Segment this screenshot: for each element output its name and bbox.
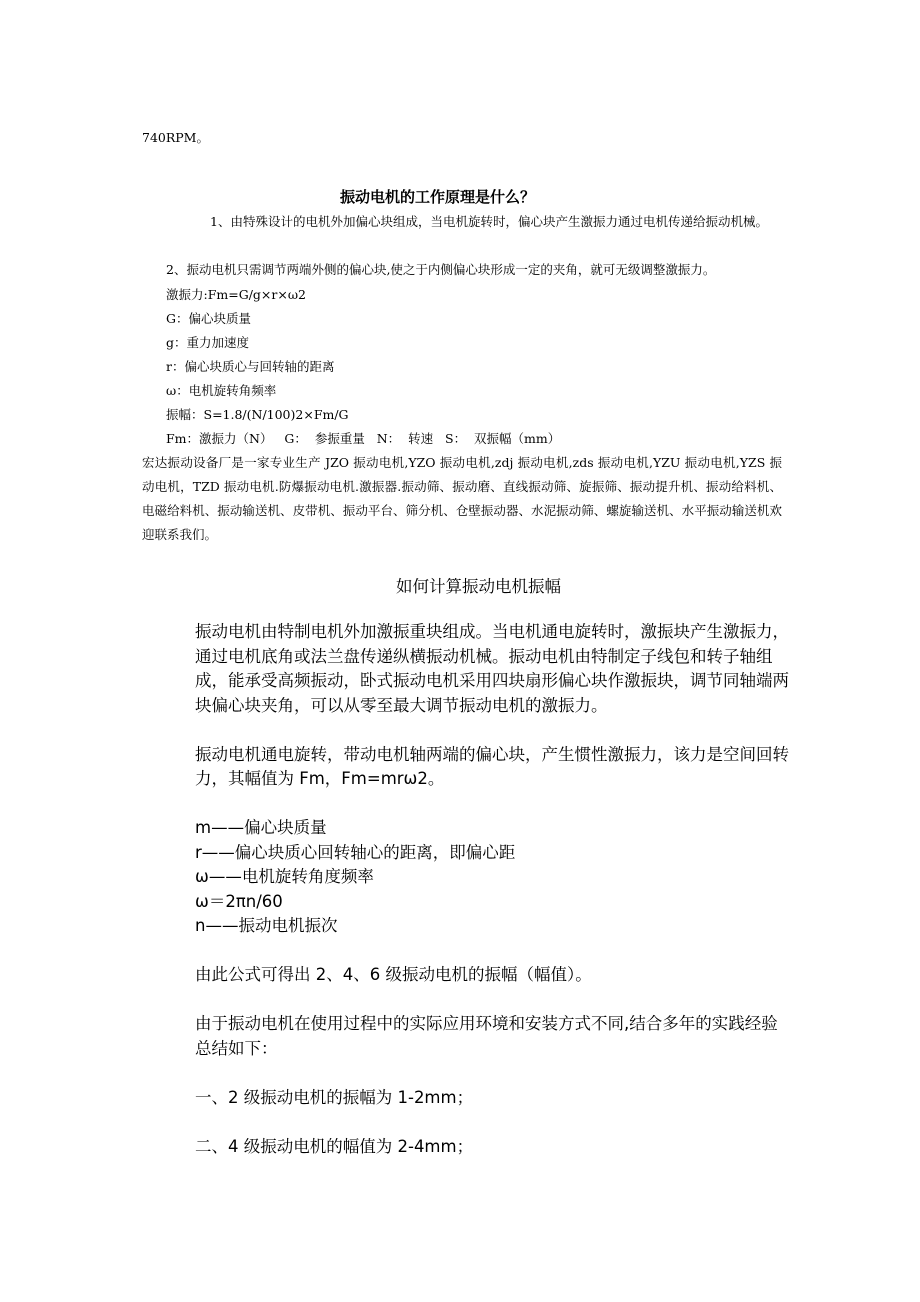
section1-title: 振动电机的工作原理是什么？ <box>340 188 536 206</box>
top-line: 740RPM。 <box>142 130 209 145</box>
section2-paragraph-4: 由于振动电机在使用过程中的实际应用环境和安装方式不同,结合多年的实践经验总结如下： <box>195 1014 778 1058</box>
legend-line: Fm：激振力（N） G： 参振重量 N： 转速 S： 双振幅（mm） <box>166 431 561 446</box>
section2-paragraph-1: 振动电机由特制电机外加激振重块组成。当电机通电旋转时，激振块产生激振力，通过电机底角或法兰盘传递纵横振动机械。振动电机由特制定子线包和转子轴组成，能承受高频振动，卧式振动电机采用四块扇形偏心块作激振块，调节同轴端两块偏心块夹角，可以从零至最大调节振动电机的激振力。 <box>195 622 789 715</box>
omega-equation: ω＝2πn/60 <box>195 891 283 911</box>
company-paragraph: 宏达振动设备厂是一家专业生产 JZO 振动电机,YZO 振动电机,zdj 振动电机,zds 振动电机,YZU 振动电机,YZS 振动电机，TZD 振动电机.防爆振动电机.激振器.振动筛、振动磨、直线振动筛、旋振筛、振动提升机、振动给料机、电磁给料机、振动输送机、皮带机、振动平台、筛分机、仓壁振动器、水泥振动筛、螺旋输送机、水平振动输送机欢迎联系我们。 <box>142 455 782 542</box>
definition-n: n——振动电机振次 <box>195 916 338 935</box>
section2-body <box>195 620 789 1159</box>
definition-omega-2: ω——电机旋转角度频率 <box>195 867 374 886</box>
section2-paragraph-3: 由此公式可得出 2、4、6 级振动电机的振幅（幅值）。 <box>195 965 592 984</box>
amplitude-formula: 振幅：S=1.8/(N/100)2×Fm/G <box>166 407 349 422</box>
definition-omega: ω：电机旋转角频率 <box>166 383 277 398</box>
definition-r-2: r——偏心块质心回转轴心的距离，即偏心距 <box>195 842 516 862</box>
section1-paragraph-1: 1、由特殊设计的电机外加偏心块组成，当电机旋转时，偏心块产生激振力通过电机传递给振动机械。 <box>210 214 768 229</box>
list-item-2: 二、4 级振动电机的幅值为 2-4mm； <box>195 1136 474 1156</box>
definition-m: m——偏心块质量 <box>195 818 327 837</box>
section2-paragraph-2: 振动电机通电旋转，带动电机轴两端的偏心块，产生惯性激振力，该力是空间回转力，其幅值为 Fm，Fm=mrω2。 <box>195 744 789 788</box>
section2-title: 如何计算振动电机振幅 <box>396 577 561 596</box>
definition-G: G：偏心块质量 <box>166 311 251 326</box>
list-item-1: 一、2 级振动电机的振幅为 1-2mm； <box>195 1087 474 1107</box>
definition-g: g：重力加速度 <box>166 335 250 350</box>
formula-line: 激振力:Fm=G/g×r×ω2 <box>166 287 306 302</box>
section1-paragraph-2: 2、振动电机只需调节两端外侧的偏心块,使之于内侧偏心块形成一定的夹角，就可无级调整激振力。 <box>166 262 716 277</box>
definition-r: r：偏心块质心与回转轴的距离 <box>166 359 335 374</box>
